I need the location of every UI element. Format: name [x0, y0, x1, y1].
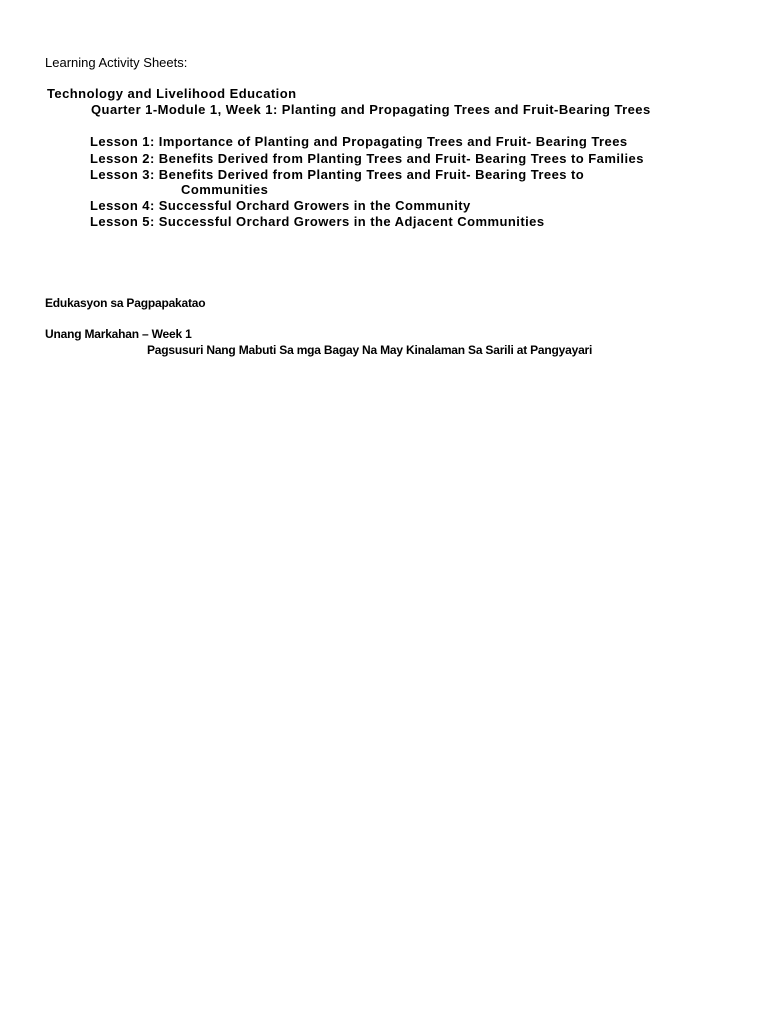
- lesson-1: Lesson 1: Importance of Planting and Propagating Trees and Fruit- Bearing Trees: [90, 134, 628, 149]
- document-title: Learning Activity Sheets:: [45, 55, 188, 70]
- esp-topic: Pagsusuri Nang Mabuti Sa mga Bagay Na May Kinalaman Sa Sarili at Pangyayari: [147, 343, 593, 357]
- esp-subject-heading: Edukasyon sa Pagpapakatao: [45, 296, 206, 310]
- lesson-3: Lesson 3: Benefits Derived from Planting Trees and Fruit- Bearing Trees to: [90, 167, 585, 182]
- lesson-3-continuation: Communities: [181, 182, 269, 197]
- lesson-2: Lesson 2: Benefits Derived from Planting Trees and Fruit- Bearing Trees to Families: [90, 151, 644, 166]
- lesson-4: Lesson 4: Successful Orchard Growers in the Community: [90, 198, 471, 213]
- tle-subject-heading: Technology and Livelihood Education: [47, 86, 297, 101]
- tle-module-title: Quarter 1-Module 1, Week 1: Planting and Propagating Trees and Fruit-Bearing Trees: [91, 102, 651, 117]
- esp-quarter-heading: Unang Markahan – Week 1: [45, 327, 192, 341]
- lesson-5: Lesson 5: Successful Orchard Growers in the Adjacent Communities: [90, 214, 545, 229]
